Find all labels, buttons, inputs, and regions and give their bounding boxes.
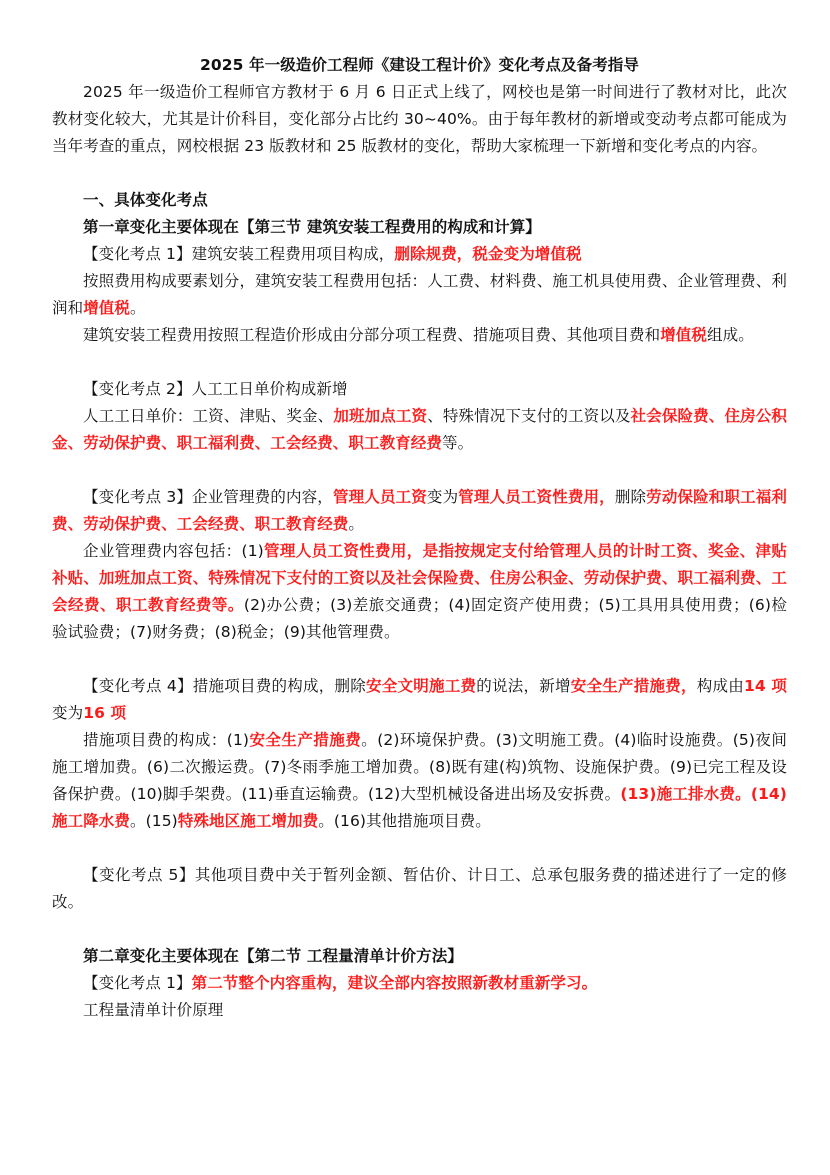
ch1-paragraph: 企业管理费内容包括：(1)管理人员工资性费用，是指按规定支付给管理人员的计时工资、奖金、津贴补贴、加班加点工资、特殊情况下支付的工资以及社会保险费、住房公积金、劳动保护费、职工福利费、工会经费、职工教育经费等。(2)办公费；(3)差旅交通费；(4)固定资产使用费；(5)工具用具使用费；(6)检验试验费；(7)财务费；(8)税金；(9)其他管理费。 (52, 542, 788, 641)
document-page (52, 52, 787, 1024)
chapter2-heading: 第二章变化主要体现在【第二节 工程量清单计价方法】 (83, 947, 463, 965)
highlight: 安全生产措施费， (570, 677, 697, 695)
ch1-change-point-5: 【变化考点 5】其他项目费中关于暂列金额、暂估价、计日工、总承包服务费的描述进行了一定的修改。 (52, 866, 787, 911)
ch1-paragraph: 措施项目费的构成：(1)安全生产措施费。(2)环境保护费。(3)文明施工费。(4)临时设施费。(5)夜间施工增加费。(6)二次搬运费。(7)冬雨季施工增加费。(8)既有建(构)筑物、设施保护费。(9)已完工程及设备保护费。(10)脚手架费。(11)垂直运输费。(12)大型机械设备进出场及安拆费。(13)施工排水费。(14)施工降水费。(15)特殊地区施工增加费。(16)其他措施项目费。 (52, 731, 787, 830)
ch1-paragraph: 人工工日单价：工资、津贴、奖金、加班加点工资、特殊情况下支付的工资以及社会保险费、住房公积金、劳动保护费、职工福利费、工会经费、职工教育经费等。 (52, 407, 787, 452)
spacer (52, 835, 787, 862)
section-heading: 一、具体变化考点 (83, 191, 208, 209)
highlight: 劳动保险和职工福利费、劳动保护费、工会经费、职工教育经费 (52, 488, 788, 533)
highlight: 特殊地区施工增加费 (177, 812, 319, 830)
highlight: 14 项 (743, 677, 787, 695)
spacer (52, 349, 787, 376)
highlight: 加班加点工资 (333, 407, 428, 425)
document-title: 2025 年一级造价工程师《建设工程计价》变化考点及备考指导 (199, 56, 640, 74)
ch1-change-point-1: 【变化考点 1】建筑安装工程费用项目构成，删除规费，税金变为增值税 (83, 245, 582, 263)
highlight: 社会保险费、住房公积金、劳动保护费、职工福利费、工会经费、职工教育经费 (52, 407, 787, 452)
highlight: 管理人员工资性费用， (458, 488, 615, 506)
highlight: 安全文明施工费 (366, 677, 477, 695)
ch1-change-point-3: 【变化考点 3】企业管理费的内容，管理人员工资变为管理人员工资性费用，删除劳动保险和职工福利费、劳动保护费、工会经费、职工教育经费。 (52, 488, 788, 533)
ch1-change-point-2: 【变化考点 2】人工工日单价构成新增 (83, 380, 348, 398)
ch2-change-point-1: 【变化考点 1】第二节整个内容重构，建议全部内容按照新教材重新学习。 (83, 974, 598, 992)
ch1-paragraph: 建筑安装工程费用按照工程造价形成由分部分项工程费、措施项目费、其他项目费和增值税组成。 (83, 326, 754, 344)
highlight: 16 项 (83, 704, 127, 722)
chapter1-heading: 第一章变化主要体现在【第三节 建筑安装工程费用的构成和计算】 (83, 218, 541, 236)
ch2-paragraph: 工程量清单计价原理 (83, 1001, 224, 1019)
highlight: 安全生产措施费 (249, 731, 362, 749)
spacer (52, 457, 787, 484)
ch1-change-point-4: 【变化考点 4】措施项目费的构成，删除安全文明施工费的说法，新增安全生产措施费，构成由14 项变为16 项 (52, 677, 787, 722)
spacer (52, 646, 787, 673)
highlight: 管理人员工资 (332, 488, 427, 506)
intro-paragraph: 2025 年一级造价工程师官方教材于 6 月 6 日正式上线了，网校也是第一时间进行了教材对比，此次教材变化较大，尤其是计价科目，变化部分占比约 30~40%。由于每年教材的新增或变动考点都可能成为当年考查的重点，网校根据 23 版教材和 25 版教材的变化，帮助大家梳理一下新增和变化考点的内容。 (52, 83, 787, 155)
highlight: 第二节整个内容重构，建议全部内容按照新教材重新学习。 (191, 974, 598, 992)
highlight: (13)施工排水费。(14)施工降水费 (52, 785, 787, 830)
spacer (52, 160, 787, 187)
ch1-paragraph: 按照费用构成要素划分，建筑安装工程费用包括：人工费、材料费、施工机具使用费、企业管理费、利润和增值税。 (52, 272, 787, 317)
highlight: 管理人员工资性费用，是指按规定支付给管理人员的计时工资、奖金、津贴补贴、加班加点工资、特殊情况下支付的工资以及社会保险费、住房公积金、劳动保护费、职工福利费、工会经费、职工教育经费等。 (52, 542, 787, 614)
spacer (52, 916, 787, 943)
highlight: 增值税 (83, 299, 131, 317)
highlight: 删除规费，税金变为增值税 (394, 245, 582, 263)
highlight: 增值税 (660, 326, 708, 344)
